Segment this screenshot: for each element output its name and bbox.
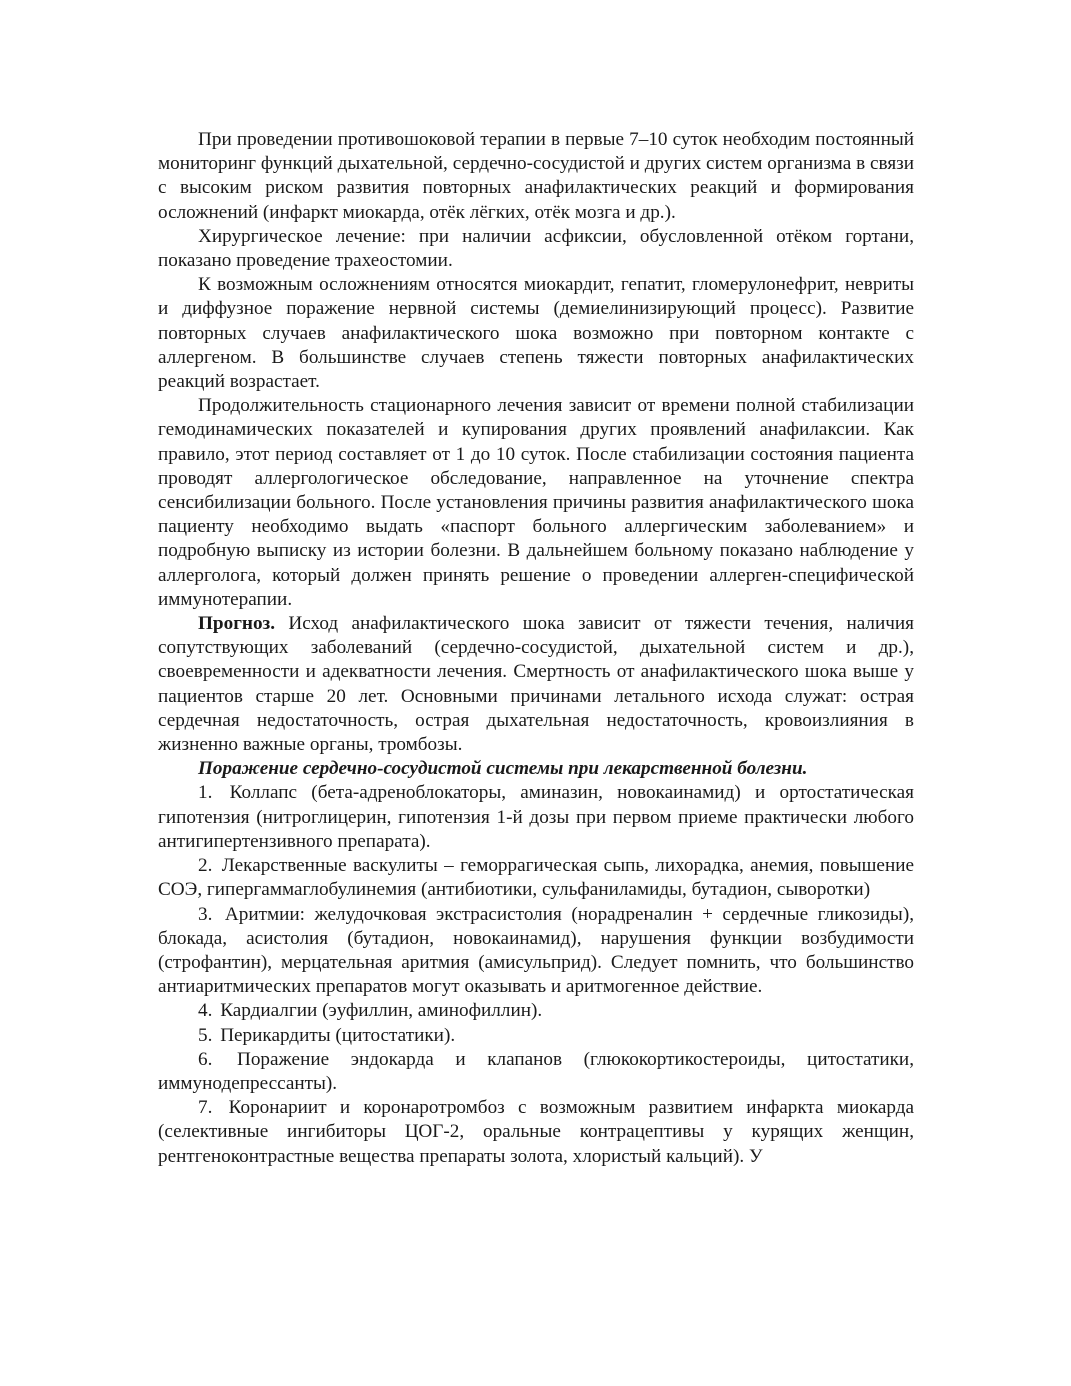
paragraph-complications: К возможным осложнениям относятся миокардит, гепатит, гломерулонефрит, невриты и диффузное поражение нервной системы (демиелинизирующий процесс). Развитие повторных случаев анафилактического шока возможно при повторном контакте с аллергеном. В большинстве случаев степень тяжести повторных анафилактических реакций возрастает. [158,274,914,393]
list-item [158,1024,914,1048]
paragraph-surgical-treatment: Хирургическое лечение: при наличии асфиксии, обусловленной отёком гортани, показано проведение трахеостомии. [158,225,914,272]
list-item [158,854,914,902]
list-item-text: Коронариит и коронаротромбоз с возможным развитием инфаркта миокарда (селективные ингибиторы ЦОГ-2, оральные контрацептивы у курящих женщин, рентгеноконтрастные вещества препараты золота, хлористый кальций). У [158,1097,914,1167]
list-item [158,781,914,854]
list-item-number: 3. [198,903,213,925]
list-item-text: Аритмии: желудочковая экстрасистолия (норадреналин + сердечные гликозиды), блокада, асистолия (бутадион, новокаинамид), нарушения функции возбудимости (строфантин), мерцательная аритмия (амисульприд). Следует помнить, что большинство антиаритмических препаратов могут оказывать и аритмогенное действие. [158,903,915,998]
list-item [158,1096,914,1169]
paragraph-hospital-duration: Продолжительность стационарного лечения зависит от времени полной стабилизации гемодинамических показателей и купирования других проявлений анафилаксии. Как правило, этот период составляет от 1 до 10 суток. После стабилизации состояния пациента проводят аллергологическое обследование, направленное на уточнение спектра сенсибилизации больного. После установления причины развития анафилактического шока пациенту необходимо выдать «паспорт больного аллергическим заболеванием» и подробную выписку из истории болезни. В дальнейшем больному показано наблюдение у аллерголога, который должен принять решение о проведении аллерген-специфической иммунотерапии. [158,395,914,610]
list-item-text: Кардиалгии (эуфиллин, аминофиллин). [220,1000,543,1022]
list-item-number: 1. [198,782,213,804]
list-item-number: 5. [198,1024,213,1046]
prognosis-label: Прогноз. [198,613,276,635]
paragraph-prognosis [158,612,914,757]
list-item-text: Лекарственные васкулиты – геморрагическая сыпь, лихорадка, анемия, повышение СОЭ, гипергаммаглобулинемия (антибиотики, сульфаниламиды, бутадион, сыворотки) [158,855,915,901]
list-item [158,903,914,1000]
list-item-text: Коллапс (бета-адреноблокаторы, аминазин, новокаинамид) и ортостатическая гипотензия (нитроглицерин, гипотензия 1-й дозы при первом приеме практически любого антигипертензивного препарата). [158,782,914,852]
list-item-number: 7. [198,1097,213,1119]
list-item-number: 4. [198,1000,213,1022]
list-item-text: Поражение эндокарда и клапанов (глюкокортикостероиды, цитостатики, иммунодепрессанты). [158,1048,914,1094]
list-item-text: Перикардиты (цитостатики). [220,1024,456,1046]
document-page [158,128,914,1169]
list-item-number: 6. [198,1048,213,1070]
paragraph-anti-shock-monitoring: При проведении противошоковой терапии в первые 7–10 суток необходим постоянный мониторинг функций дыхательной, сердечно-сосудистой и других систем организма в связи с высоким риском развития повторных анафилактических реакций и формирования осложнений (инфаркт миокарда, отёк лёгких, отёк мозга и др.). [158,129,914,223]
prognosis-text: Исход анафилактического шока зависит от тяжести течения, наличия сопутствующих заболеваний (сердечно-сосудистой, дыхательной систем и др.), своевременности и адекватности лечения. Смертность от анафилактического шока выше у пациентов старше 20 лет. Основными причинами летального исхода служат: острая сердечная недостаточность, острая дыхательная недостаточность, кровоизлияния в жизненно важные органы, тромбозы. [158,613,914,756]
list-item [158,1048,914,1096]
list-item-number: 2. [198,855,213,877]
list-item [158,999,914,1023]
section-heading: Поражение сердечно-сосудистой системы при лекарственной болезни. [198,758,808,780]
